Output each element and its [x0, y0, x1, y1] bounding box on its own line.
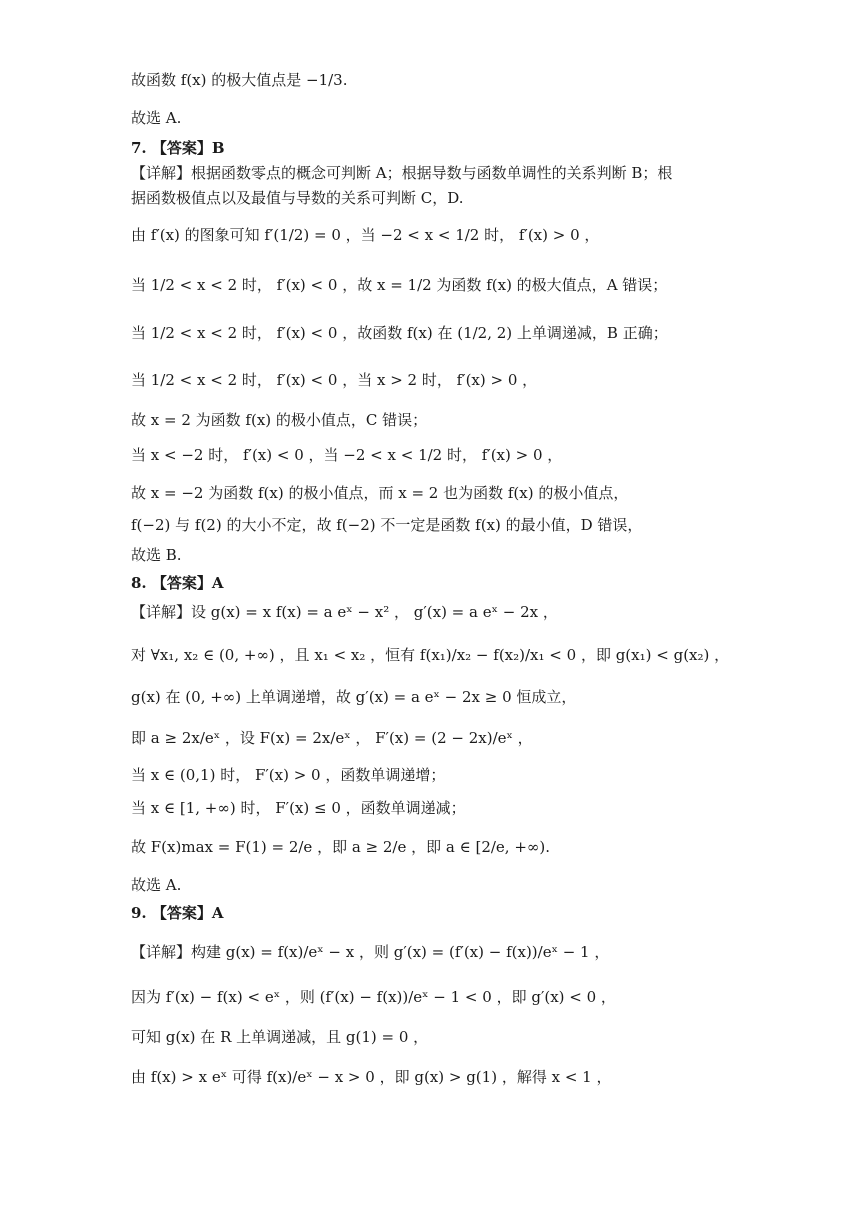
text-line: 对 ∀x₁, x₂ ∈ (0, +∞) ，且 x₁ < x₂ ，恒有 f(x₁)/x₂ − f(x₂)/x₁ < 0 ，即 g(x₁) < g(x₂) ， [131, 646, 730, 664]
text-line: 故函数 f(x) 的极大值点是 −1/3. [131, 71, 348, 89]
text-line: 【详解】设 g(x) = x f(x) = a eˣ − x² ， g′(x) = a eˣ − 2x ， [131, 603, 558, 621]
text-line: 故 x = 2 为函数 f(x) 的极小值点，C 错误； [131, 411, 428, 429]
text-line: 当 1/2 < x < 2 时， f′(x) < 0 ，当 x > 2 时， f′(x) > 0 ， [131, 371, 538, 389]
text-line: 由 f(x) > x eˣ 可得 f(x)/eˣ − x > 0 ，即 g(x) > g(1) ，解得 x < 1 ， [131, 1068, 612, 1086]
text-line: 据函数极值点以及最值与导数的关系可判断 C，D. [131, 189, 464, 207]
text-line: 可知 g(x) 在 R 上单调递减，且 g(1) = 0 ， [131, 1028, 429, 1046]
text-line: 9. 【答案】A [131, 904, 224, 922]
text-line: g(x) 在 (0, +∞) 上单调递增，故 g′(x) = a eˣ − 2x ≥ 0 恒成立， [131, 688, 577, 706]
text-line: 故 F(x)max = F(1) = 2/e ，即 a ≥ 2/e ，即 a ∈ [2/e, +∞). [131, 838, 551, 856]
text-line: 即 a ≥ 2x/eˣ ，设 F(x) = 2x/eˣ ， F′(x) = (2 − 2x)/eˣ ， [131, 729, 533, 747]
text-line: 【详解】构建 g(x) = f(x)/eˣ − x ，则 g′(x) = (f′(x) − f(x))/eˣ − 1 ， [131, 943, 610, 961]
text-line: 当 1/2 < x < 2 时， f′(x) < 0 ，故函数 f(x) 在 (1/2, 2) 上单调递减，B 正确； [131, 324, 668, 342]
text-line: 由 f′(x) 的图象可知 f′(1/2) = 0 ，当 −2 < x < 1/2 时， f′(x) > 0 ， [131, 226, 600, 244]
text-line: 故选 A. [131, 876, 182, 894]
text-line: 当 x ∈ (0,1) 时， F′(x) > 0 ，函数单调递增； [131, 766, 446, 784]
text-line: 当 x ∈ [1, +∞) 时， F′(x) ≤ 0 ，函数单调递减； [131, 799, 466, 817]
text-line: 因为 f′(x) − f(x) < eˣ ，则 (f′(x) − f(x))/eˣ − 1 < 0 ，即 g′(x) < 0 ， [131, 988, 616, 1006]
text-line: 当 x < −2 时， f′(x) < 0 ，当 −2 < x < 1/2 时， f′(x) > 0 ， [131, 446, 563, 464]
text-line: 7. 【答案】B [131, 139, 225, 157]
text-line: 故 x = −2 为函数 f(x) 的极小值点，而 x = 2 也为函数 f(x) 的极小值点， [131, 484, 629, 502]
text-line: 故选 A. [131, 109, 182, 127]
text-line: 8. 【答案】A [131, 574, 224, 592]
text-line: 当 1/2 < x < 2 时， f′(x) < 0 ，故 x = 1/2 为函数 f(x) 的极大值点，A 错误； [131, 276, 668, 294]
text-line: 故选 B. [131, 546, 182, 564]
text-line: f(−2) 与 f(2) 的大小不定，故 f(−2) 不一定是函数 f(x) 的最小值，D 错误， [131, 516, 643, 534]
text-line: 【详解】根据函数零点的概念可判断 A；根据导数与函数单调性的关系判断 B；根 [131, 164, 673, 182]
